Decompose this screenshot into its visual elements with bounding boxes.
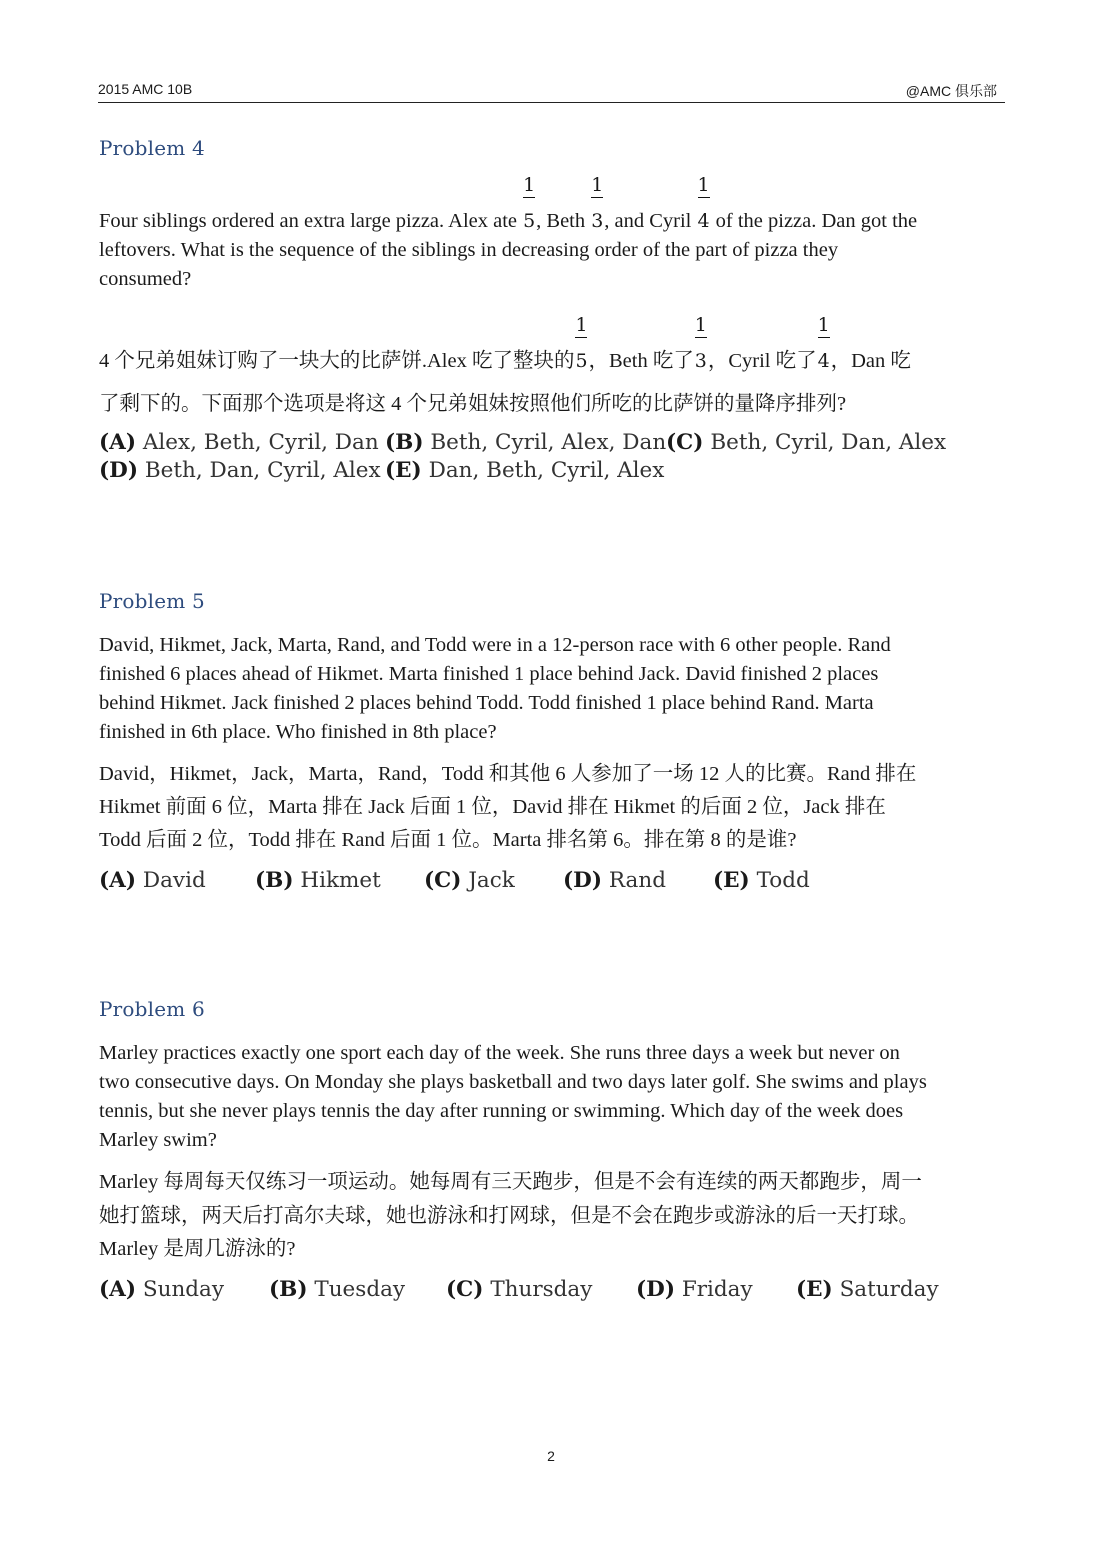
p4-cn-seg2: ，Beth 吃了 — [588, 350, 694, 372]
choice-e[interactable]: (E) Dan, Beth, Cyril, Alex — [385, 458, 665, 483]
p4-en-seg2: , Beth — [536, 210, 591, 232]
problem-6-chinese-line-3: Marley 是周几游泳的? — [99, 1238, 296, 1260]
p4-cn-seg4: ，Dan 吃 — [830, 350, 911, 372]
p4-en-seg1: Four siblings ordered an extra large pizza. Alex ate — [99, 210, 523, 232]
choice-b[interactable]: (B) Hikmet — [255, 868, 381, 893]
p4-cn-seg1: 4 个兄弟姐妹订购了一块大的比萨饼.Alex 吃了整块的 — [99, 350, 575, 372]
problem-6-chinese-line-2: 她打篮球，两天后打高尔夫球，她也游泳和打网球，但是不会在跑步或游泳的后一天打球。 — [99, 1205, 919, 1227]
problem-6-english-line-3: tennis, but she never plays tennis the day after running or swimming. Which day of the week does — [99, 1100, 904, 1122]
problem-6-english-line-2: two consecutive days. On Monday she plays basketball and two days later golf. She swims and plays — [99, 1071, 927, 1093]
problem-5-chinese-line-2: Hikmet 前面 6 位，Marta 排在 Jack 后面 1 位，David 排在 Hikmet 的后面 2 位，Jack 排在 — [99, 796, 886, 818]
page-number: 2 — [547, 1448, 555, 1464]
problem-5-chinese-line-1: David，Hikmet，Jack，Marta，Rand，Todd 和其他 6 人参加了一场 12 人的比赛。Rand 排在 — [99, 763, 917, 785]
problem-6-english-line-1: Marley practices exactly one sport each day of the week. She runs three days a week but never on — [99, 1042, 900, 1064]
choice-e[interactable]: (E) Todd — [713, 868, 810, 893]
header-right-text: @AMC 俱乐部 — [905, 83, 997, 99]
choice-e[interactable]: (E) Saturday — [796, 1277, 939, 1302]
choice-a[interactable]: (A) David — [99, 868, 206, 893]
header-left-text: 2015 AMC 10B — [98, 81, 193, 97]
problem-5-english-line-3: behind Hikmet. Jack finished 2 places behind Todd. Todd finished 1 place behind Rand. Marta — [99, 692, 874, 714]
page-header — [98, 80, 1005, 103]
problem-4-chinese-line-2: 了剩下的。下面那个选项是将这 4 个兄弟姐妹按照他们所吃的比萨饼的量降序排列? — [99, 393, 847, 415]
problem-5-title: Problem 5 — [99, 589, 205, 613]
problem-4-english-line-1 — [99, 174, 999, 236]
choice-b[interactable]: (B) Beth, Cyril, Alex, Dan — [385, 430, 667, 455]
problem-4-english-line-3: consumed? — [99, 268, 192, 290]
problem-4-chinese-line-1 — [99, 314, 999, 376]
problem-5-english-line-4: finished in 6th place. Who finished in 8th place? — [99, 721, 497, 743]
choice-b[interactable]: (B) Tuesday — [269, 1277, 406, 1302]
problem-4-title: Problem 4 — [99, 136, 205, 160]
problem-4-english-line-2: leftovers. What is the sequence of the siblings in decreasing order of the part of pizza they — [99, 239, 839, 261]
p4-cn-seg3: ，Cyril 吃了 — [707, 350, 817, 372]
choice-d[interactable]: (D) Friday — [636, 1277, 753, 1302]
problem-6-english-line-4: Marley swim? — [99, 1129, 217, 1151]
choice-a[interactable]: (A) Alex, Beth, Cyril, Dan — [99, 430, 379, 455]
problem-6-chinese-line-1: Marley 每周每天仅练习一项运动。她每周有三天跑步，但是不会有连续的两天都跑步，周一 — [99, 1171, 922, 1193]
choice-c[interactable]: (C) Beth, Cyril, Dan, Alex — [666, 430, 947, 455]
choice-c[interactable]: (C) Jack — [424, 868, 515, 893]
fraction-one-fifth: $\frac{1}{5}$ — [523, 174, 536, 232]
problem-5-english-line-2: finished 6 places ahead of Hikmet. Marta finished 1 place behind Jack. David finished 2 places — [99, 663, 879, 685]
choice-d[interactable]: (D) Beth, Dan, Cyril, Alex — [99, 458, 381, 483]
problem-5-english-line-1: David, Hikmet, Jack, Marta, Rand, and Todd were in a 12-person race with 6 other people. Rand — [99, 634, 891, 656]
choice-c[interactable]: (C) Thursday — [446, 1277, 593, 1302]
fraction-one-fifth-cn: $\frac{1}{5}$ — [575, 314, 588, 372]
choice-a[interactable]: (A) Sunday — [99, 1277, 225, 1302]
p4-en-seg3: , and Cyril — [604, 210, 697, 232]
problem-6-title: Problem 6 — [99, 997, 205, 1021]
p4-en-seg4: of the pizza. Dan got the — [710, 210, 918, 232]
choice-d[interactable]: (D) Rand — [563, 868, 666, 893]
fraction-one-third: $\frac{1}{3}$ — [591, 174, 604, 232]
fraction-one-fourth: $\frac{1}{4}$ — [697, 174, 710, 232]
problem-5-chinese-line-3: Todd 后面 2 位，Todd 排在 Rand 后面 1 位。Marta 排名第 6。排在第 8 的是谁? — [99, 829, 797, 851]
fraction-one-third-cn: $\frac{1}{3}$ — [694, 314, 707, 372]
fraction-one-fourth-cn: $\frac{1}{4}$ — [817, 314, 830, 372]
